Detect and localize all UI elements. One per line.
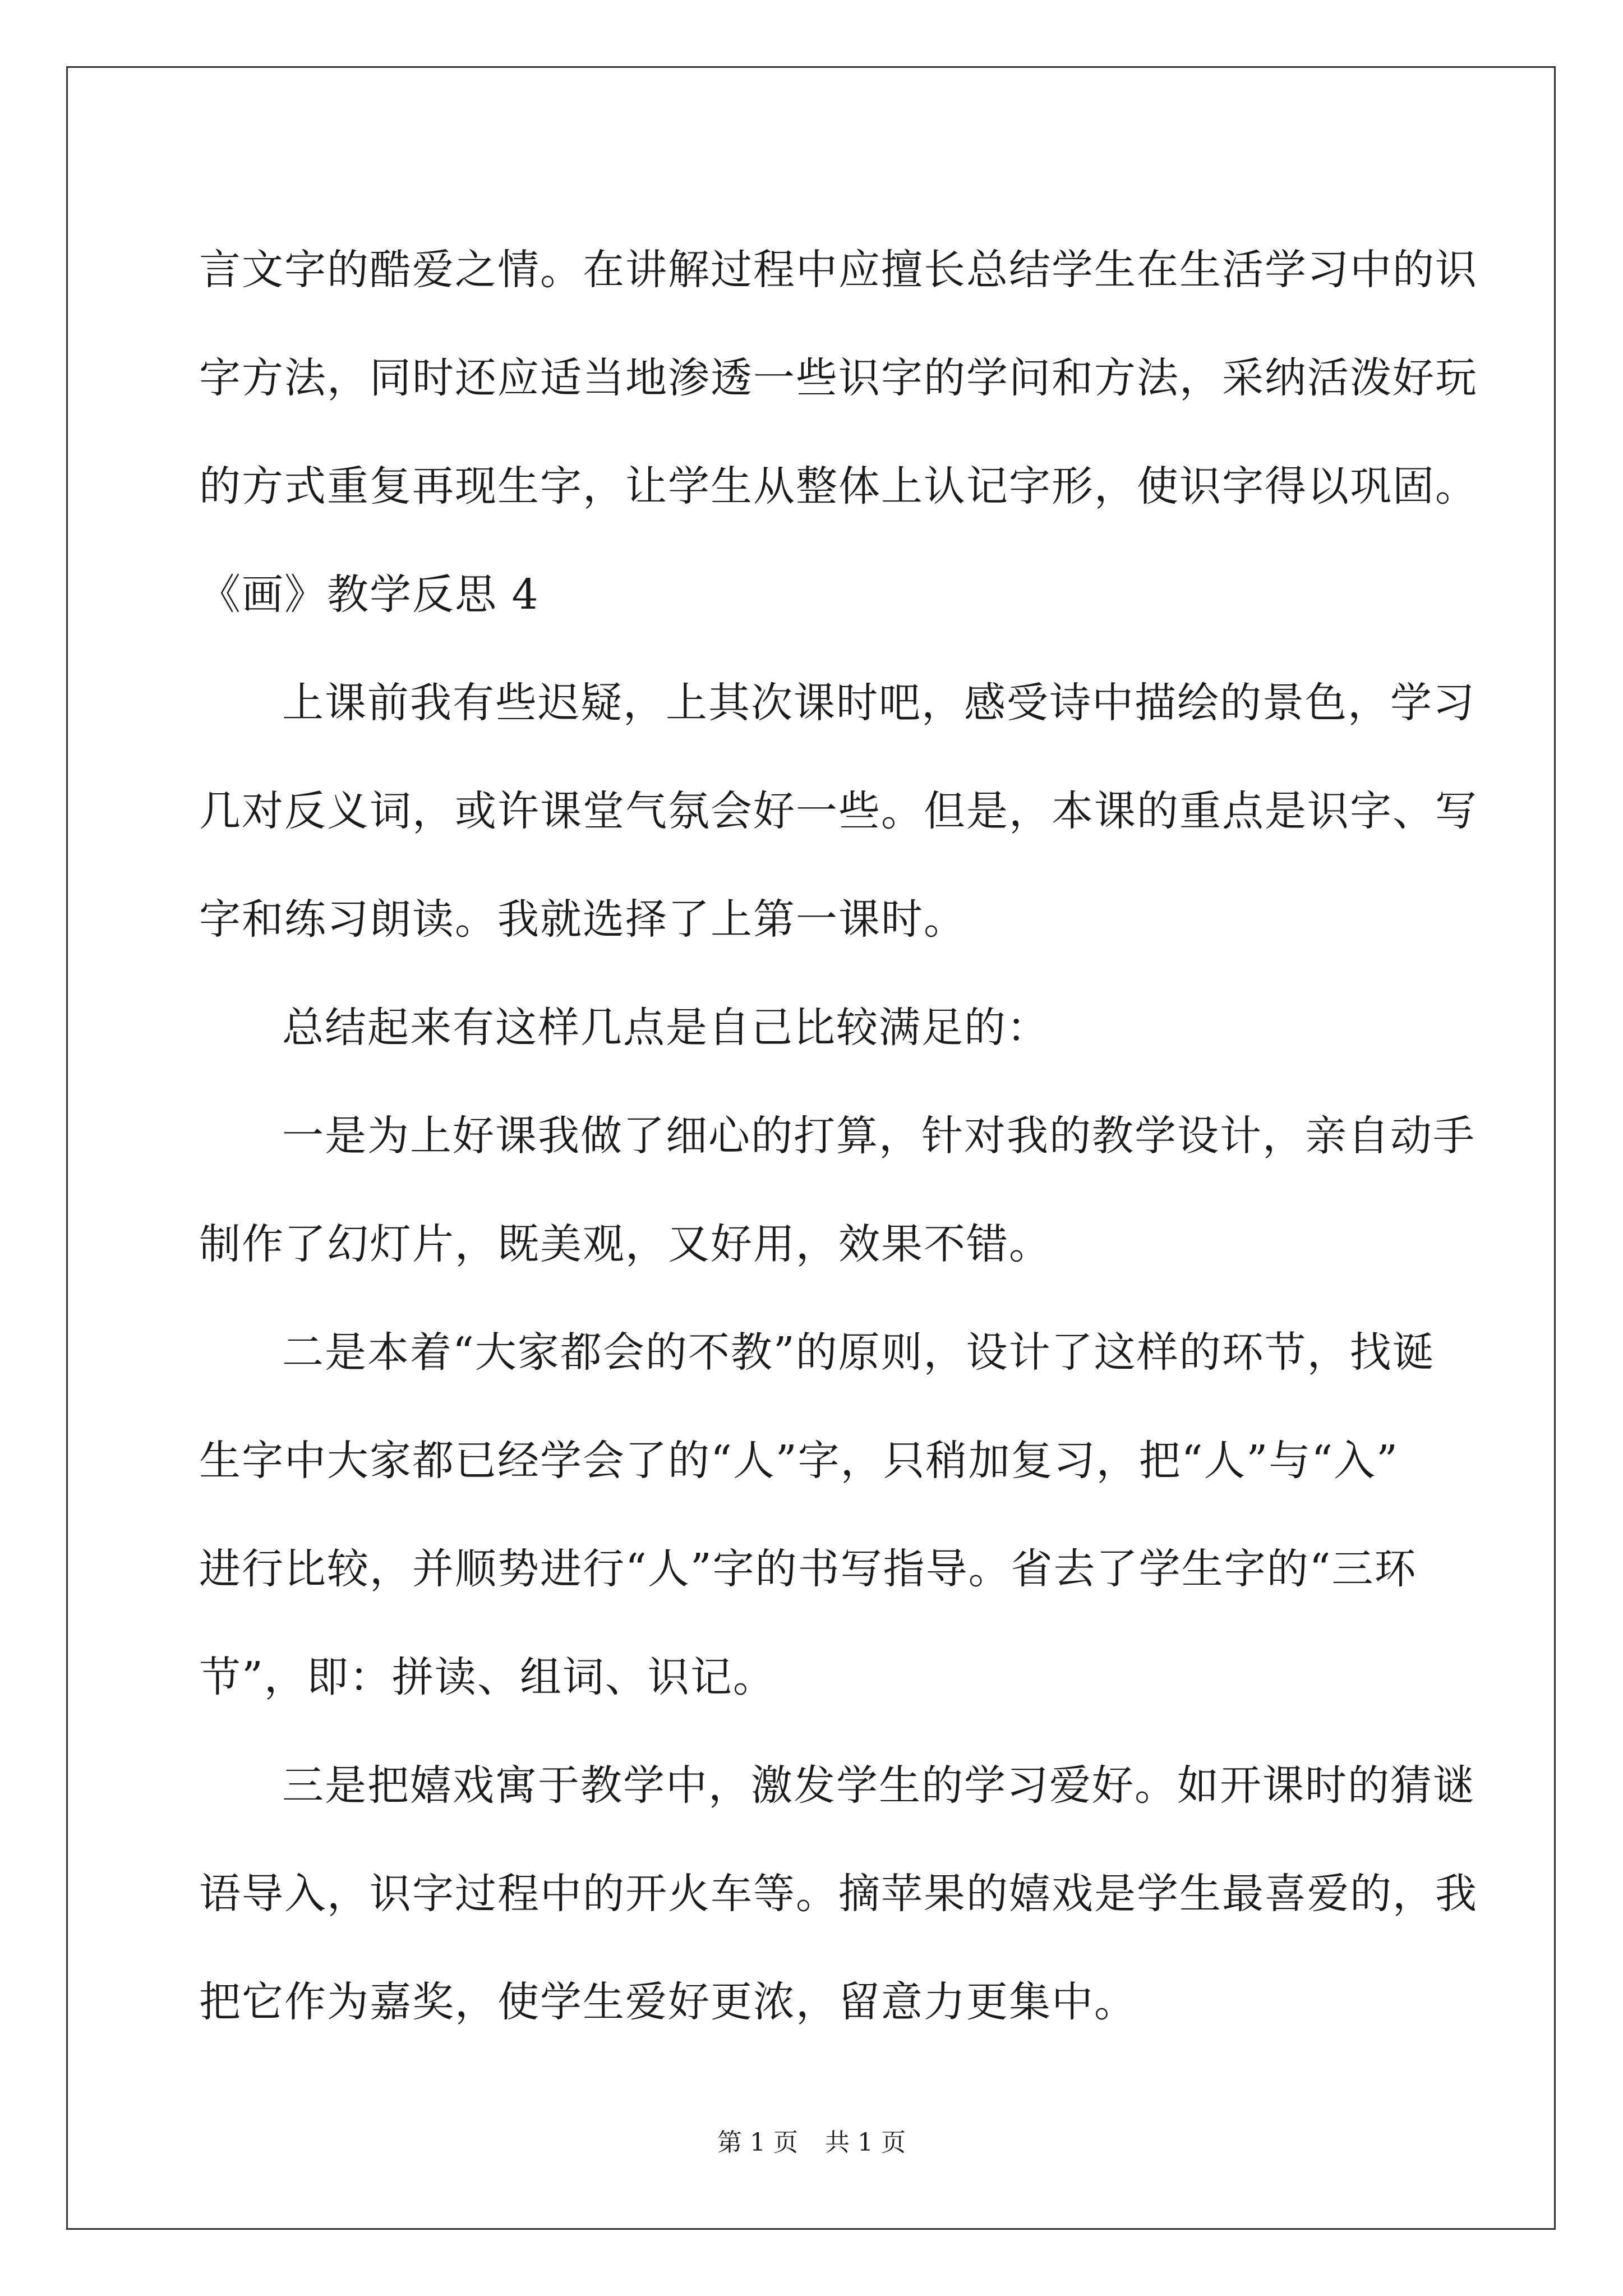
paragraph-line: 制作了幻灯片，既美观，又好用，效果不错。 [199,1220,1052,1268]
paragraph-line: 言文字的酷爱之情。在讲解过程中应擅长总结学生在生活学习中的识 [199,246,1478,294]
paragraph-line: 把它作为嘉奖，使学生爱好更浓，留意力更集中。 [199,1978,1137,2026]
page-number: 第 1 页 [717,2128,798,2157]
document-body [199,216,1478,2056]
paragraph-line: 进行比较，并顺势进行“人”字的书写指导。省去了学生字的“三环 [199,1545,1417,1593]
paragraph-line: 节”，即：拼读、组词、识记。 [199,1653,776,1701]
paragraph-line: 总结起来有这样几点是自己比较满足的： [282,1004,1049,1052]
paragraph-line: 字和练习朗读。我就选择了上第一课时。 [199,895,966,944]
paragraph-line: 几对反义词，或许课堂气氛会好一些。但是，本课的重点是识字、写 [199,787,1478,835]
paragraph-line: 生字中大家都已经学会了的“人”字，只稍加复习，把“人”与“入” [199,1437,1399,1485]
paragraph-line: 一是为上好课我做了细心的打算，针对我的教学设计，亲自动手 [282,1112,1476,1160]
paragraph-line: 三是把嬉戏寓于教学中，激发学生的学习爱好。如开课时的猜谜 [282,1761,1476,1810]
paragraph-line: 的方式重复再现生字，让学生从整体上认记字形，使识字得以巩固。 [199,462,1478,510]
paragraph-line: 语导入，识字过程中的开火车等。摘苹果的嬉戏是学生最喜爱的，我 [199,1870,1478,1918]
paragraph-line: 上课前我有些迟疑，上其次课时吧，感受诗中描绘的景色，学习 [282,679,1476,727]
page-total: 共 1 页 [825,2128,906,2157]
section-heading: 《画》教学反思 4 [199,570,540,619]
paragraph-line: 二是本着“大家都会的不教”的原则，设计了这样的环节，找诞 [282,1328,1435,1377]
page-footer [0,2126,1623,2160]
paragraph-line: 字方法，同时还应适当地渗透一些识字的学问和方法，采纳活泼好玩 [199,354,1478,402]
